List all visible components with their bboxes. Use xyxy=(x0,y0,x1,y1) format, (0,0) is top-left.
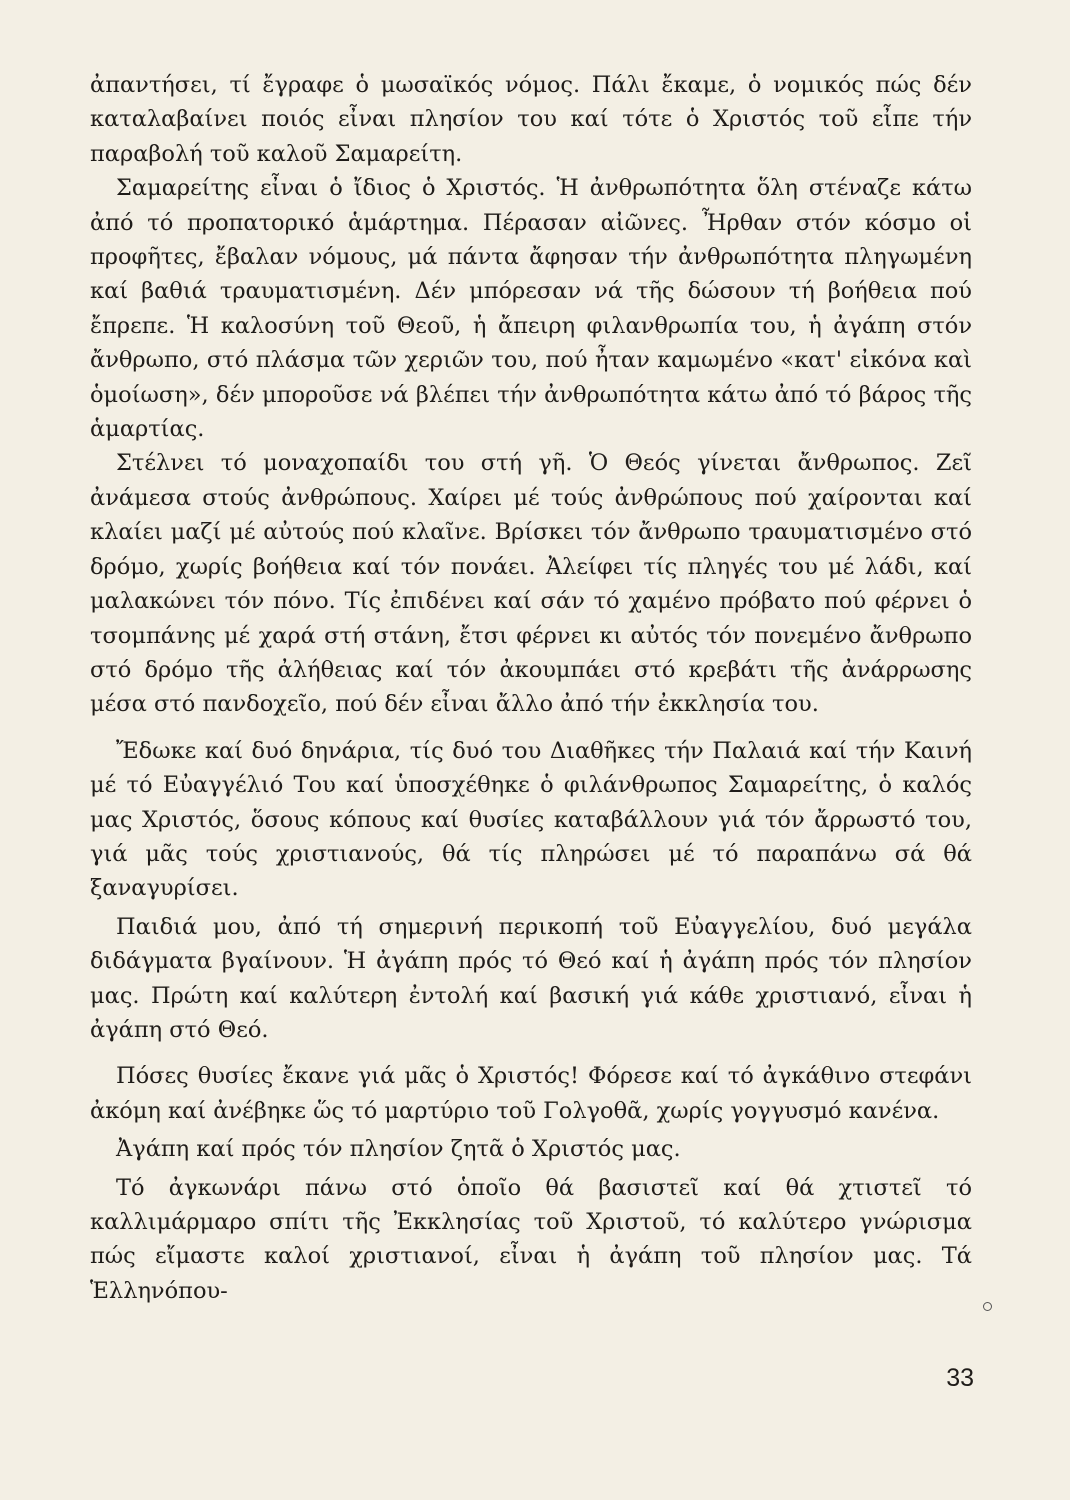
paragraph-7: Ἀγάπη καί πρός τόν πλησίον ζητᾶ ὁ Χριστός μας. xyxy=(116,1136,681,1163)
page-number: 33 xyxy=(946,1364,974,1392)
paragraph-4: Ἔδωκε καί δυό δηνάρια, τίς δυό του Διαθῆκες τήν Παλαιά καί τήν Καινή μέ τό Εὐαγγέλιό Του καί ὑποσχέθηκε ὁ φιλάνθρωπος Σαμαρείτης, ὁ καλός μας Χριστός, ὅσους κόπους καί θυσίες καταβάλλουν γιά τόν ἄρρωστό του, γιά μᾶς τούς χριστιανούς, θά τίς πληρώσει μέ τό παραπάνω σά θά ξαναγυρίσει. xyxy=(90,737,972,902)
paragraph-3: Στέλνει τό μοναχοπαίδι του στή γῆ. Ὁ Θεός γίνεται ἄνθρωπος. Ζεῖ ἀνάμεσα στούς ἀνθρώπους. Χαίρει μέ τούς ἀνθρώπους πού χαίρονται καί κλαίει μαζί μέ αὐτούς πού κλαῖνε. Βρίσκει τόν ἄνθρωπο τραυματισμένο στό δρόμο, χωρίς βοήθεια καί τόν πονάει. Ἀλείφει τίς πληγές του μέ λάδι, καί μαλακώνει τόν πόνο. Τίς ἐπιδένει καί σάν τό χαμένο πρόβατο πού φέρνει ὁ τσομπάνης μέ χαρά στή στάνη, ἔτσι φέρνει κι αὐτός τόν πονεμένο ἄνθρωπο στό δρόμο τῆς ἀλήθειας καί τόν ἀκουμπάει στό κρεβάτι τῆς ἀνάρρωσης μέσα στό πανδοχεῖο, πού δέν εἶναι ἄλλο ἀπό τήν ἐκκλησία του. xyxy=(90,450,972,718)
page-body xyxy=(90,68,972,1308)
paragraph-8: Τό ἀγκωνάρι πάνω στό ὁποῖο θά βασιστεῖ καί θά χτιστεῖ τό καλλιμάρμαρο σπίτι τῆς Ἐκκλησίας τοῦ Χριστοῦ, τό καλύτερο γνώρισμα πώς εἴμαστε καλοί χριστιανοί, εἶναι ἡ ἀγάπη τοῦ πλησίον μας. Τά Ἑλληνόπου- xyxy=(90,1174,972,1304)
paragraph-2: Σαμαρείτης εἶναι ὁ ἴδιος ὁ Χριστός. Ἡ ἀνθρωπότητα ὅλη στέναζε κάτω ἀπό τό προπατορικό ἁμάρτημα. Πέρασαν αἰῶνες. Ἦρθαν στόν κόσμο οἱ προφῆτες, ἔβαλαν νόμους, μά πάντα ἄφησαν τήν ἀνθρωπότητα πληγωμένη καί βαθιά τραυματισμένη. Δέν μπόρεσαν νά τῆς δώσουν τή βοήθεια πού ἔπρεπε. Ἡ καλοσύνη τοῦ Θεοῦ, ἡ ἄπειρη φιλανθρωπία του, ἡ ἀγάπη στόν ἄνθρωπο, στό πλάσμα τῶν χεριῶν του, πού ἦταν καμωμένο «κατ' εἰκόνα καὶ ὁμοίωση», δέν μποροῦσε νά βλέπει τήν ἀνθρωπότητα κάτω ἀπό τό βάρος τῆς ἁμαρτίας. xyxy=(90,175,972,443)
paragraph-6: Πόσες θυσίες ἔκανε γιά μᾶς ὁ Χριστός! Φόρεσε καί τό ἀγκάθινο στεφάνι ἀκόμη καί ἀνέβηκε ὥς τό μαρτύριο τοῦ Γολγοθᾶ, χωρίς γογγυσμό κανένα. xyxy=(90,1063,972,1124)
paragraph-1: ἀπαντήσει, τί ἔγραφε ὁ μωσαϊκός νόμος. Πάλι ἔκαμε, ὁ νομικός πώς δέν καταλαβαίνει ποιός εἶναι πλησίον του καί τότε ὁ Χριστός τοῦ εἶπε τήν παραβολή τοῦ καλοῦ Σαμαρείτη. xyxy=(90,72,972,167)
margin-mark-icon xyxy=(983,1302,992,1311)
paragraph-5: Παιδιά μου, ἀπό τή σημερινή περικοπή τοῦ Εὐαγγελίου, δυό μεγάλα διδάγματα βγαίνουν. Ἡ ἀγάπη πρός τό Θεό καί ἡ ἀγάπη πρός τόν πλησίον μας. Πρώτη καί καλύτερη ἐντολή καί βασική γιά κάθε χριστιανό, εἶναι ἡ ἀγάπη στό Θεό. xyxy=(90,913,972,1043)
